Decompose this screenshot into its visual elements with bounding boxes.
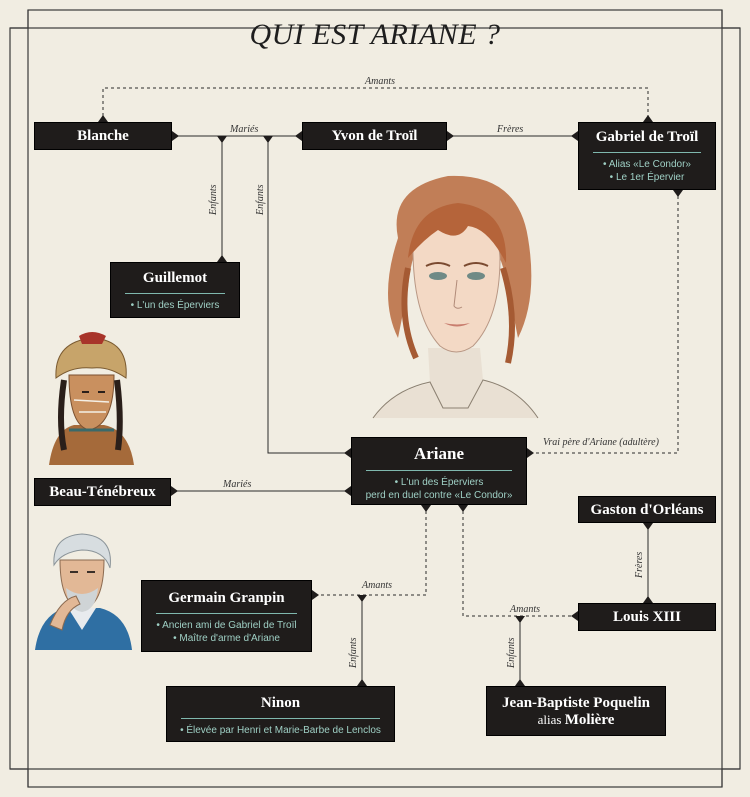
old-man-portrait xyxy=(30,530,135,650)
person-germain-granpin xyxy=(141,580,312,652)
person-name: Gabriel de Troïl xyxy=(595,129,699,145)
page-title: QUI EST ARIANE ? xyxy=(249,18,501,51)
person-note: • Le 1er Épervier xyxy=(609,172,685,183)
person-name: Beau-Ténébreux xyxy=(49,484,156,500)
person-gaston-orleans xyxy=(578,496,716,523)
divider xyxy=(125,293,225,294)
ariane-portrait xyxy=(368,168,543,423)
person-yvon-de-troil xyxy=(302,122,447,150)
person-blanche xyxy=(34,122,172,150)
label-maries-beau: Mariés xyxy=(223,479,252,490)
person-jean-baptiste-poquelin xyxy=(486,686,666,736)
alias-name: Molière xyxy=(564,712,615,728)
person-name: Ariane xyxy=(413,444,465,463)
person-note: • Ancien ami de Gabriel de Troïl xyxy=(156,620,297,631)
divider xyxy=(181,718,380,719)
label-enfants-ninon: Enfants xyxy=(348,637,359,668)
person-gabriel-de-troil xyxy=(578,122,716,190)
divider xyxy=(366,470,512,471)
person-ariane xyxy=(351,437,527,505)
person-name: Ninon xyxy=(260,695,301,711)
person-name: Louis XIII xyxy=(613,609,681,625)
label-amants-germain: Amants xyxy=(362,580,392,591)
person-name: Jean-Baptiste Poquelin xyxy=(502,695,650,711)
person-louis-xiii xyxy=(578,603,716,631)
person-name: Germain Granpin xyxy=(168,590,285,606)
person-ninon xyxy=(166,686,395,742)
person-note: • Élevée par Henri et Marie-Barbe de Lenclos xyxy=(180,725,381,736)
person-note: • Alias «Le Condor» xyxy=(602,159,691,170)
fur-hat-warrior-portrait xyxy=(34,330,144,465)
person-note: • L'un des Éperviers xyxy=(130,300,220,311)
person-note: perd en duel contre «Le Condor» xyxy=(365,490,513,501)
alias-prefix: alias xyxy=(537,712,562,727)
person-name: Blanche xyxy=(77,128,129,144)
label-freres-gaston: Frères xyxy=(634,551,645,578)
divider xyxy=(593,152,701,153)
label-enfants-jb: Enfants xyxy=(506,637,517,668)
person-name: Guillemot xyxy=(142,270,208,286)
person-beau-tenebreux xyxy=(34,478,171,506)
person-note: • Maître d'arme d'Ariane xyxy=(173,633,280,644)
label-vrai-pere: Vrai père d'Ariane (adultère) xyxy=(543,437,659,448)
person-guillemot xyxy=(110,262,240,318)
person-note: • L'un des Éperviers xyxy=(394,477,484,488)
label-maries-top: Mariés xyxy=(230,124,259,135)
label-amants-top: Amants xyxy=(365,76,395,87)
label-freres-top: Frères xyxy=(497,124,524,135)
person-alias xyxy=(487,712,665,728)
person-name: Gaston d'Orléans xyxy=(590,502,704,518)
person-name: Yvon de Troïl xyxy=(331,128,418,144)
label-amants-louis: Amants xyxy=(510,604,540,615)
divider xyxy=(156,613,297,614)
label-enfants-guillemot: Enfants xyxy=(208,184,219,215)
label-enfants-ariane: Enfants xyxy=(255,184,266,215)
